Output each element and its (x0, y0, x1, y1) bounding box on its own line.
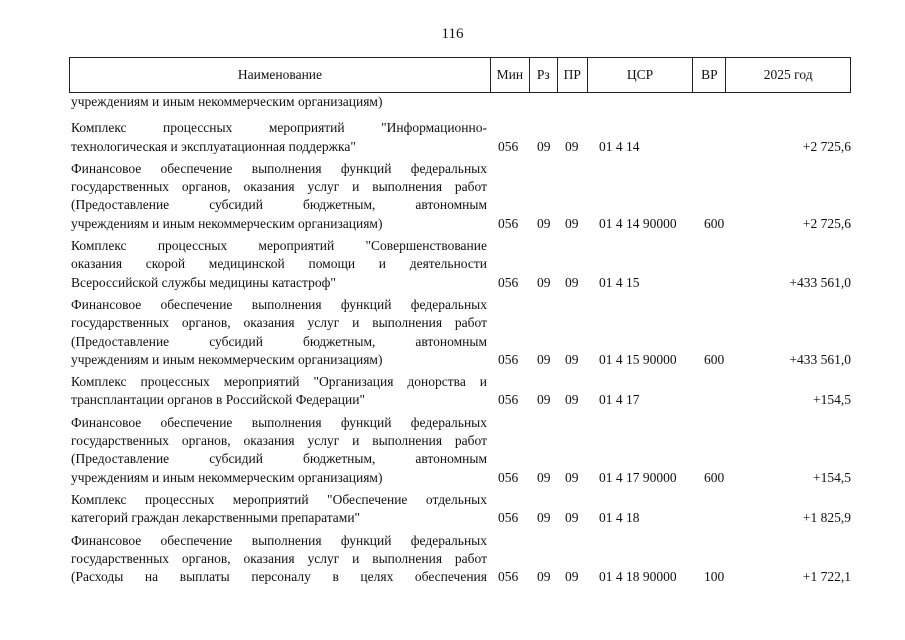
row-name-line: Финансовое обеспечение выполнения функций федеральных (71, 296, 487, 312)
row-csr: 01 4 17 (599, 392, 640, 408)
row-amount: +154,5 (813, 392, 851, 408)
row-name (71, 93, 487, 111)
table-row (71, 373, 851, 410)
row-amount: +433 561,0 (789, 274, 851, 290)
row-min: 056 (498, 510, 519, 526)
row-csr: 01 4 14 90000 (599, 215, 677, 231)
table-row (71, 491, 851, 528)
row-name (71, 414, 487, 487)
row-name-line: категорий граждан лекарственными препаратами" (71, 510, 361, 526)
table-row (71, 414, 851, 487)
row-vr: 600 (704, 215, 725, 231)
row-vr: 600 (704, 351, 725, 367)
row-csr: 01 4 17 90000 (599, 469, 677, 485)
row-name-line: оказания скорой медицинской помощи и деятельности (71, 256, 487, 272)
row-name-line: государственных органов, оказания услуг и выполнения работ (71, 433, 487, 449)
row-vr: 600 (704, 469, 725, 485)
row-name-line: учреждениям и иным некоммерческим организациям) (71, 215, 383, 231)
header-min: Мин (490, 58, 529, 92)
row-pr: 09 (565, 138, 579, 154)
row-name-line: Финансовое обеспечение выполнения функций федеральных (71, 532, 487, 548)
row-amount: +1 825,9 (802, 510, 851, 526)
row-pr: 09 (565, 510, 579, 526)
table-header (69, 57, 851, 93)
row-name (71, 160, 487, 233)
row-amount: +2 725,6 (802, 138, 851, 154)
row-name-line: технологическая и эксплуатационная поддержка" (71, 138, 356, 154)
row-min: 056 (498, 469, 519, 485)
row-name-line: (Предоставление субсидий бюджетным, автономным (71, 451, 487, 467)
row-rz: 09 (537, 569, 551, 585)
row-name-line: Финансовое обеспечение выполнения функций федеральных (71, 160, 487, 176)
header-vr: ВР (692, 58, 725, 92)
row-min: 056 (498, 351, 519, 367)
row-rz: 09 (537, 215, 551, 231)
row-pr: 09 (565, 469, 579, 485)
row-rz: 09 (537, 351, 551, 367)
row-name-line: учреждениям и иным некоммерческим организациям) (71, 351, 383, 367)
row-csr: 01 4 18 90000 (599, 569, 677, 585)
row-min: 056 (498, 138, 519, 154)
row-csr: 01 4 15 90000 (599, 351, 677, 367)
table-row (71, 119, 851, 156)
table-row (71, 296, 851, 369)
row-pr: 09 (565, 274, 579, 290)
row-name-line: Всероссийской службы медицины катастроф" (71, 274, 336, 290)
page-number: 116 (441, 26, 464, 42)
row-csr: 01 4 18 (599, 510, 640, 526)
row-name (71, 373, 487, 410)
row-pr: 09 (565, 569, 579, 585)
row-name-line: Комплекс процессных мероприятий "Совершенствование (71, 238, 487, 254)
row-name-line: Комплекс процессных мероприятий "Информационно- (71, 120, 487, 136)
row-rz: 09 (537, 469, 551, 485)
table-row (71, 160, 851, 233)
row-rz: 09 (537, 510, 551, 526)
row-csr: 01 4 14 (599, 138, 640, 154)
row-rz: 09 (537, 274, 551, 290)
header-year: 2025 год (725, 58, 850, 92)
table-row (71, 93, 851, 111)
row-min: 056 (498, 274, 519, 290)
row-amount: +154,5 (813, 469, 851, 485)
row-amount: +433 561,0 (789, 351, 851, 367)
header-csr: ЦСР (587, 58, 693, 92)
row-amount: +2 725,6 (802, 215, 851, 231)
row-name-line: Комплекс процессных мероприятий "Обеспечение отдельных (71, 491, 487, 507)
header-name: Наименование (237, 67, 323, 82)
row-name (71, 532, 487, 587)
row-min: 056 (498, 569, 519, 585)
row-name-line: трансплантации органов в Российской Федерации" (71, 392, 365, 408)
row-amount: +1 722,1 (802, 569, 851, 585)
row-rz: 09 (537, 392, 551, 408)
table-row (71, 237, 851, 292)
row-name-line: государственных органов, оказания услуг и выполнения работ (71, 550, 487, 566)
row-name-line: Финансовое обеспечение выполнения функций федеральных (71, 414, 487, 430)
row-name-line: (Предоставление субсидий бюджетным, автономным (71, 333, 487, 349)
table-row (71, 532, 851, 587)
row-name (71, 296, 487, 369)
row-name-line: учреждениям и иным некоммерческим организациям) (71, 94, 383, 109)
row-rz: 09 (537, 138, 551, 154)
row-name-line: (Расходы на выплаты персоналу в целях обеспечения (71, 569, 487, 585)
header-pr: ПР (557, 58, 587, 92)
row-name (71, 237, 487, 292)
row-min: 056 (498, 215, 519, 231)
row-name (71, 491, 487, 528)
row-name-line: государственных органов, оказания услуг и выполнения работ (71, 179, 487, 195)
row-csr: 01 4 15 (599, 274, 640, 290)
row-min: 056 (498, 392, 519, 408)
row-pr: 09 (565, 392, 579, 408)
row-name (71, 119, 487, 156)
row-name-line: государственных органов, оказания услуг и выполнения работ (71, 315, 487, 331)
row-name-line: Комплекс процессных мероприятий "Организация донорства и (71, 374, 487, 390)
row-pr: 09 (565, 351, 579, 367)
header-rz: Рз (529, 58, 557, 92)
row-vr: 100 (704, 569, 725, 585)
table-body (71, 93, 851, 586)
row-pr: 09 (565, 215, 579, 231)
row-name-line: (Предоставление субсидий бюджетным, автономным (71, 197, 487, 213)
row-name-line: учреждениям и иным некоммерческим организациям) (71, 469, 383, 485)
